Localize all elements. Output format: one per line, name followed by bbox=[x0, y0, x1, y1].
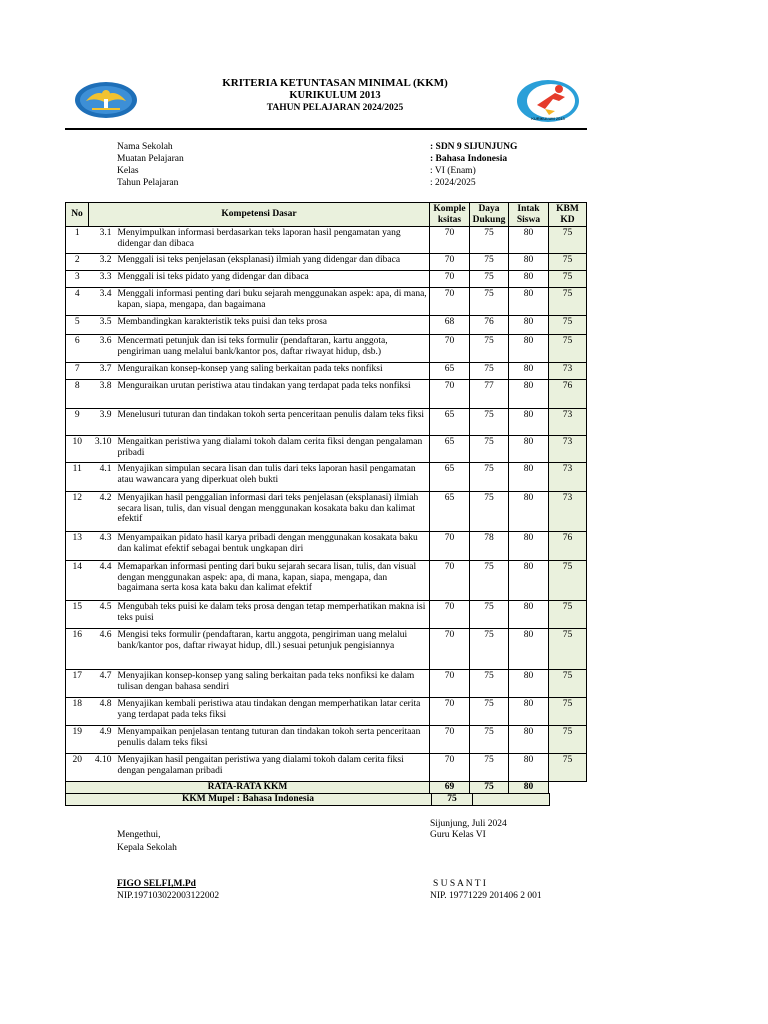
row-daya-dukung: 75 bbox=[470, 726, 509, 754]
table-row bbox=[66, 363, 587, 380]
row-kompleksitas: 70 bbox=[430, 601, 470, 629]
row-intak: 80 bbox=[509, 335, 549, 363]
average-intak: 80 bbox=[509, 782, 549, 794]
row-kompleksitas: 65 bbox=[430, 409, 470, 436]
row-intak: 80 bbox=[509, 601, 549, 629]
row-no: 17 bbox=[66, 670, 89, 698]
kkm-table bbox=[65, 202, 587, 794]
row-kd: Membandingkan karakteristik teks puisi dan teks prosa bbox=[116, 316, 430, 335]
row-intak: 80 bbox=[509, 227, 549, 254]
info-value-year: : 2024/2025 bbox=[430, 178, 476, 188]
row-kbm: 76 bbox=[549, 532, 587, 561]
row-code: 4.4 bbox=[89, 561, 116, 601]
row-intak: 80 bbox=[509, 629, 549, 670]
tut-wuri-handayani-logo bbox=[74, 81, 138, 119]
table-row bbox=[66, 380, 587, 409]
row-daya-dukung: 75 bbox=[470, 227, 509, 254]
row-daya-dukung: 78 bbox=[470, 532, 509, 561]
row-daya-dukung: 75 bbox=[470, 698, 509, 726]
signature-right-line1: Guru Kelas VI bbox=[430, 830, 486, 840]
row-daya-dukung: 77 bbox=[470, 380, 509, 409]
table-row bbox=[66, 288, 587, 316]
row-code: 4.8 bbox=[89, 698, 116, 726]
row-daya-dukung: 75 bbox=[470, 754, 509, 782]
teacher-name: S U S A N T I bbox=[433, 879, 486, 889]
principal-nip: NIP.197103022003122002 bbox=[117, 891, 220, 901]
row-kompleksitas: 70 bbox=[430, 271, 470, 288]
row-intak: 80 bbox=[509, 436, 549, 463]
place-date: Sijunjung, Juli 2024 bbox=[430, 819, 507, 829]
table-row bbox=[66, 254, 587, 271]
table-row bbox=[66, 532, 587, 561]
kurikulum-2013-logo bbox=[515, 79, 581, 125]
table-row bbox=[66, 316, 587, 335]
table-row bbox=[66, 561, 587, 601]
row-no: 18 bbox=[66, 698, 89, 726]
row-code: 3.10 bbox=[89, 436, 116, 463]
table-row bbox=[66, 601, 587, 629]
row-no: 12 bbox=[66, 492, 89, 532]
row-kbm: 75 bbox=[549, 670, 587, 698]
average-kompleksitas: 69 bbox=[430, 782, 470, 794]
row-intak: 80 bbox=[509, 463, 549, 492]
header-daya-dukung: Daya Dukung bbox=[470, 203, 509, 227]
row-kompleksitas: 65 bbox=[430, 463, 470, 492]
row-kd: Mencermati petunjuk dan isi teks formulir (pendaftaran, kartu anggota, pengiriman uang melalui bank/kantor pos, daftar riwayat hidup, dsb.) bbox=[116, 335, 430, 363]
row-code: 4.1 bbox=[89, 463, 116, 492]
row-kompleksitas: 70 bbox=[430, 754, 470, 782]
row-kbm: 75 bbox=[549, 754, 587, 782]
row-kd: Menyajikan hasil pengaitan peristiwa yang dialami tokoh dalam cerita fiksi dengan pengalaman pribadi bbox=[116, 754, 430, 782]
table-row bbox=[66, 698, 587, 726]
row-code: 4.5 bbox=[89, 601, 116, 629]
kkm-mupel-label: KKM Mupel : Bahasa Indonesia bbox=[182, 794, 314, 804]
title-kkm: KRITERIA KETUNTASAN MINIMAL (KKM) bbox=[222, 77, 448, 89]
row-intak: 80 bbox=[509, 754, 549, 782]
row-intak: 80 bbox=[509, 363, 549, 380]
row-kompleksitas: 70 bbox=[430, 532, 470, 561]
row-intak: 80 bbox=[509, 726, 549, 754]
row-code: 4.3 bbox=[89, 532, 116, 561]
table-row bbox=[66, 271, 587, 288]
signature-left-line1: Mengethui, bbox=[117, 830, 161, 840]
teacher-nip: NIP. 19771229 201406 2 001 bbox=[430, 891, 542, 901]
row-kbm: 75 bbox=[549, 335, 587, 363]
table-row bbox=[66, 629, 587, 670]
row-intak: 80 bbox=[509, 254, 549, 271]
row-no: 16 bbox=[66, 629, 89, 670]
row-kompleksitas: 70 bbox=[430, 380, 470, 409]
row-no: 5 bbox=[66, 316, 89, 335]
row-intak: 80 bbox=[509, 288, 549, 316]
row-daya-dukung: 76 bbox=[470, 316, 509, 335]
info-label: Tahun Pelajaran bbox=[117, 178, 179, 188]
table-row bbox=[66, 463, 587, 492]
row-code: 3.5 bbox=[89, 316, 116, 335]
row-no: 15 bbox=[66, 601, 89, 629]
row-no: 10 bbox=[66, 436, 89, 463]
row-kd: Menggali informasi penting dari buku sejarah menggunakan aspek: apa, di mana, kapan, siapa, mengapa, dan bagaimana bbox=[116, 288, 430, 316]
row-kompleksitas: 65 bbox=[430, 492, 470, 532]
row-kd: Menyajikan hasil penggalian informasi dari teks penjelasan (eksplanasi) ilmiah secara lisan, tulis, dan visual dengan menggunakan kosakata baku dan kalimat efektif bbox=[116, 492, 430, 532]
row-no: 20 bbox=[66, 754, 89, 782]
row-daya-dukung: 75 bbox=[470, 409, 509, 436]
row-kbm: 75 bbox=[549, 227, 587, 254]
header-kompleksitas: Komple ksitas bbox=[430, 203, 470, 227]
row-no: 2 bbox=[66, 254, 89, 271]
row-no: 6 bbox=[66, 335, 89, 363]
row-kompleksitas: 70 bbox=[430, 670, 470, 698]
row-no: 13 bbox=[66, 532, 89, 561]
row-daya-dukung: 75 bbox=[470, 670, 509, 698]
row-code: 4.9 bbox=[89, 726, 116, 754]
title-kurikulum: KURIKULUM 2013 bbox=[289, 90, 381, 101]
row-code: 3.7 bbox=[89, 363, 116, 380]
row-no: 8 bbox=[66, 380, 89, 409]
row-kd: Menelusuri tuturan dan tindakan tokoh serta penceritaan penulis dalam teks fiksi bbox=[116, 409, 430, 436]
row-kbm: 75 bbox=[549, 271, 587, 288]
row-code: 4.7 bbox=[89, 670, 116, 698]
row-kd: Memaparkan informasi penting dari buku sejarah secara lisan, tulis, dan visual dengan menggunakan aspek: apa, di mana, kapan, siapa, mengapa, dan bagaimana serta kosa kata baku dan kalimat efektif bbox=[116, 561, 430, 601]
row-daya-dukung: 75 bbox=[470, 271, 509, 288]
row-no: 1 bbox=[66, 227, 89, 254]
row-kompleksitas: 70 bbox=[430, 254, 470, 271]
row-intak: 80 bbox=[509, 698, 549, 726]
row-code: 4.6 bbox=[89, 629, 116, 670]
table-row bbox=[66, 335, 587, 363]
row-daya-dukung: 75 bbox=[470, 492, 509, 532]
row-intak: 80 bbox=[509, 670, 549, 698]
row-kd: Menyajikan simpulan secara lisan dan tulis dari teks laporan hasil pengamatan atau wawancara yang diperkuat oleh bukti bbox=[116, 463, 430, 492]
average-row bbox=[66, 782, 587, 794]
row-kbm: 73 bbox=[549, 492, 587, 532]
row-kbm: 73 bbox=[549, 363, 587, 380]
row-kd: Menyampaikan pidato hasil karya pribadi dengan menggunakan kosakata baku dan kalimat efektif sebagai bentuk ungkapan diri bbox=[116, 532, 430, 561]
row-kompleksitas: 70 bbox=[430, 335, 470, 363]
row-intak: 80 bbox=[509, 316, 549, 335]
row-kd: Menggali isi teks pidato yang didengar dan dibaca bbox=[116, 271, 430, 288]
row-no: 14 bbox=[66, 561, 89, 601]
row-kompleksitas: 68 bbox=[430, 316, 470, 335]
table-row bbox=[66, 726, 587, 754]
row-kompleksitas: 70 bbox=[430, 726, 470, 754]
row-no: 3 bbox=[66, 271, 89, 288]
row-kd: Menyajikan konsep-konsep yang saling berkaitan pada teks nonfiksi ke dalam tulisan dengan bahasa sendiri bbox=[116, 670, 430, 698]
signature-left-line2: Kepala Sekolah bbox=[117, 843, 177, 853]
row-kbm: 76 bbox=[549, 380, 587, 409]
title-tahun: TAHUN PELAJARAN 2024/2025 bbox=[266, 103, 404, 113]
row-daya-dukung: 75 bbox=[470, 436, 509, 463]
row-kd: Mengisi teks formulir (pendaftaran, kartu anggota, pengiriman uang melalui bank/kantor pos, daftar riwayat hidup, dll.) sesuai petunjuk pengisiannya bbox=[116, 629, 430, 670]
row-code: 3.8 bbox=[89, 380, 116, 409]
table-row bbox=[66, 436, 587, 463]
row-intak: 80 bbox=[509, 532, 549, 561]
info-label: Muatan Pelajaran bbox=[117, 154, 184, 164]
header-kbm-kd: KBM KD bbox=[549, 203, 587, 227]
row-kompleksitas: 65 bbox=[430, 436, 470, 463]
row-daya-dukung: 75 bbox=[470, 254, 509, 271]
row-kbm: 75 bbox=[549, 726, 587, 754]
row-intak: 80 bbox=[509, 409, 549, 436]
average-blank bbox=[549, 782, 587, 794]
row-no: 11 bbox=[66, 463, 89, 492]
row-kd: Mengubah teks puisi ke dalam teks prosa dengan tetap memperhatikan makna isi teks puisi bbox=[116, 601, 430, 629]
row-no: 19 bbox=[66, 726, 89, 754]
header-kompetensi-dasar: Kompetensi Dasar bbox=[89, 203, 430, 227]
row-intak: 80 bbox=[509, 380, 549, 409]
row-code: 3.6 bbox=[89, 335, 116, 363]
row-code: 3.3 bbox=[89, 271, 116, 288]
row-kd: Menyampaikan penjelasan tentang tuturan dan tindakan tokoh serta penceritaan penulis dalam teks fiksi bbox=[116, 726, 430, 754]
principal-name: FIGO SELFI,M.Pd bbox=[117, 879, 196, 889]
row-kbm: 75 bbox=[549, 629, 587, 670]
row-kd: Mengaitkan peristiwa yang dialami tokoh dalam cerita fiksi dengan pengalaman pribadi bbox=[116, 436, 430, 463]
info-value-subject: : Bahasa Indonesia bbox=[430, 154, 508, 164]
average-daya-dukung: 75 bbox=[470, 782, 509, 794]
row-kbm: 75 bbox=[549, 254, 587, 271]
header-intak-siswa: Intak Siswa bbox=[509, 203, 549, 227]
row-code: 3.4 bbox=[89, 288, 116, 316]
row-kd: Menyimpulkan informasi berdasarkan teks laporan hasil pengamatan yang didengar dan dibaca bbox=[116, 227, 430, 254]
row-kbm: 75 bbox=[549, 288, 587, 316]
row-kbm: 75 bbox=[549, 561, 587, 601]
row-kbm: 75 bbox=[549, 698, 587, 726]
row-intak: 80 bbox=[509, 561, 549, 601]
row-code: 3.2 bbox=[89, 254, 116, 271]
header-divider bbox=[65, 128, 587, 130]
row-daya-dukung: 75 bbox=[470, 629, 509, 670]
row-no: 4 bbox=[66, 288, 89, 316]
row-daya-dukung: 75 bbox=[470, 288, 509, 316]
row-intak: 80 bbox=[509, 492, 549, 532]
row-intak: 80 bbox=[509, 271, 549, 288]
row-kd: Menyajikan kembali peristiwa atau tindakan dengan memperhatikan latar cerita yang terdapat pada teks fiksi bbox=[116, 698, 430, 726]
row-daya-dukung: 75 bbox=[470, 601, 509, 629]
info-value-class: : VI (Enam) bbox=[430, 166, 476, 176]
row-code: 4.2 bbox=[89, 492, 116, 532]
row-daya-dukung: 75 bbox=[470, 463, 509, 492]
row-kompleksitas: 65 bbox=[430, 363, 470, 380]
row-kompleksitas: 70 bbox=[430, 288, 470, 316]
info-label: Kelas bbox=[117, 166, 139, 176]
table-row bbox=[66, 227, 587, 254]
row-kbm: 73 bbox=[549, 436, 587, 463]
kkm-mupel-value: 75 bbox=[431, 794, 473, 805]
logo-caption: KURIKULUM 2013 bbox=[531, 116, 565, 121]
row-daya-dukung: 75 bbox=[470, 363, 509, 380]
table-row bbox=[66, 492, 587, 532]
row-no: 7 bbox=[66, 363, 89, 380]
row-kd: Menggali isi teks penjelasan (eksplanasi) ilmiah yang didengar dan dibaca bbox=[116, 254, 430, 271]
table-row bbox=[66, 409, 587, 436]
table-row bbox=[66, 754, 587, 782]
kkm-table-body bbox=[66, 227, 587, 794]
row-code: 3.1 bbox=[89, 227, 116, 254]
row-kbm: 73 bbox=[549, 463, 587, 492]
row-code: 3.9 bbox=[89, 409, 116, 436]
row-daya-dukung: 75 bbox=[470, 335, 509, 363]
info-label: Nama Sekolah bbox=[117, 142, 173, 152]
row-kompleksitas: 70 bbox=[430, 561, 470, 601]
row-kompleksitas: 70 bbox=[430, 698, 470, 726]
row-kompleksitas: 70 bbox=[430, 227, 470, 254]
row-kbm: 73 bbox=[549, 409, 587, 436]
row-code: 4.10 bbox=[89, 754, 116, 782]
row-daya-dukung: 75 bbox=[470, 561, 509, 601]
row-no: 9 bbox=[66, 409, 89, 436]
row-kbm: 75 bbox=[549, 316, 587, 335]
table-row bbox=[66, 670, 587, 698]
row-kbm: 75 bbox=[549, 601, 587, 629]
header-no: No bbox=[66, 203, 89, 227]
row-kd: Menguraikan konsep-konsep yang saling berkaitan pada teks nonfiksi bbox=[116, 363, 430, 380]
info-value-school: : SDN 9 SIJUNJUNG bbox=[430, 142, 518, 152]
row-kompleksitas: 70 bbox=[430, 629, 470, 670]
row-kd: Menguraikan urutan peristiwa atau tindakan yang terdapat pada teks nonfiksi bbox=[116, 380, 430, 409]
kkm-mupel-row bbox=[65, 793, 550, 806]
average-label: RATA-RATA KKM bbox=[66, 782, 430, 794]
